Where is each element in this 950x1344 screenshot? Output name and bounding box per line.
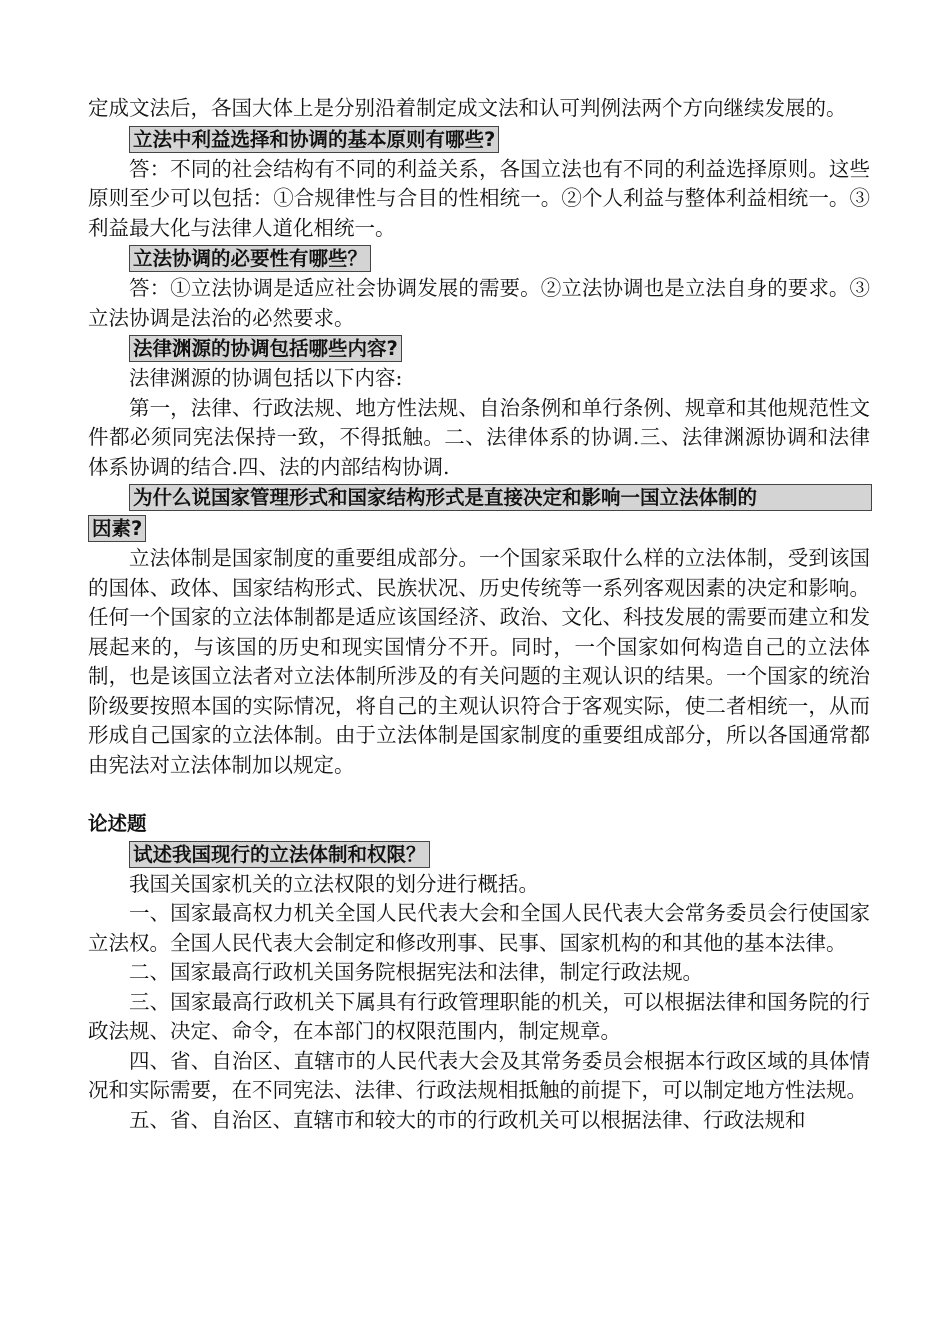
question-text-line-2: 因素? [88, 515, 146, 542]
question-heading [129, 124, 499, 155]
question-text: 立法中利益选择和协调的基本原则有哪些? [129, 126, 499, 153]
answer-paragraph: 答：不同的社会结构有不同的利益关系，各国立法也有不同的利益选择原则。这些原则至少可以包括：①合规律性与合目的性相统一。②个人利益与整体利益相统一。③利益最大化与法律人道化相统一。 [88, 156, 870, 240]
question-text: 法律渊源的协调包括哪些内容? [129, 335, 402, 362]
question-heading [129, 839, 430, 870]
answer-paragraph: 第一，法律、行政法规、地方性法规、自治条例和单行条例、规章和其他规范性文件都必须同宪法保持一致，不得抵触。二、法律体系的协调.三、法律渊源协调和法律体系协调的结合.四、法的内部结构协调. [88, 395, 870, 479]
question-heading [88, 482, 872, 544]
list-item: 一、国家最高权力机关全国人民代表大会和全国人民代表大会常务委员会行使国家立法权。全国人民代表大会制定和修改刑事、民事、国家机构的和其他的基本法律。 [88, 901, 870, 955]
question-text: 立法协调的必要性有哪些？ [129, 245, 371, 272]
document-page [88, 94, 870, 1135]
list-item: 四、省、自治区、直辖市的人民代表大会及其常务委员会根据本行政区域的具体情况和实际需要，在不同宪法、法律、行政法规相抵触的前提下，可以制定地方性法规。 [88, 1048, 870, 1102]
question-text-line-1: 为什么说国家管理形式和国家结构形式是直接决定和影响一国立法体制的 [129, 484, 872, 511]
answer-paragraph: 答：①立法协调是适应社会协调发展的需要。②立法协调也是立法自身的要求。③立法协调是法治的必然要求。 [88, 276, 870, 330]
list-item: 五、省、自治区、直辖市和较大的市的行政机关可以根据法律、行政法规和 [129, 1107, 806, 1132]
list-item: 三、国家最高行政机关下属具有行政管理职能的机关，可以根据法律和国务院的行政法规、决定、命令，在本部门的权限范围内，制定规章。 [88, 989, 870, 1043]
answer-intro: 法律渊源的协调包括以下内容: [129, 366, 403, 390]
question-heading [129, 333, 402, 364]
list-item: 二、国家最高行政机关国务院根据宪法和法律，制定行政法规。 [129, 960, 703, 984]
question-heading [129, 243, 371, 274]
answer-intro: 我国关国家机关的立法权限的划分进行概括。 [129, 871, 539, 896]
section-title: 论述题 [88, 812, 147, 835]
question-text: 试述我国现行的立法体制和权限？ [129, 841, 430, 868]
answer-paragraph: 立法体制是国家制度的重要组成部分。一个国家采取什么样的立法体制，受到该国的国体、政体、国家结构形式、民族状况、历史传统等一系列客观因素的决定和影响。任何一个国家的立法体制都是适应该国经济、政治、文化、科技发展的需要而建立和发展起来的，与该国的历史和现实国情分不开。同时，一个国家如何构造自己的立法体制，也是该国立法者对立法体制所涉及的有关问题的主观认识的结果。一个国家的统治阶级要按照本国的实际情况，将自己的主观认识符合于客观实际，使二者相统一，从而形成自己国家的立法体制。由于立法体制是国家制度的重要组成部分，所以各国通常都由宪法对立法体制加以规定。 [88, 546, 870, 777]
intro-paragraph-tail: 定成文法后，各国大体上是分别沿着制定成文法和认可判例法两个方向继续发展的。 [88, 96, 847, 120]
